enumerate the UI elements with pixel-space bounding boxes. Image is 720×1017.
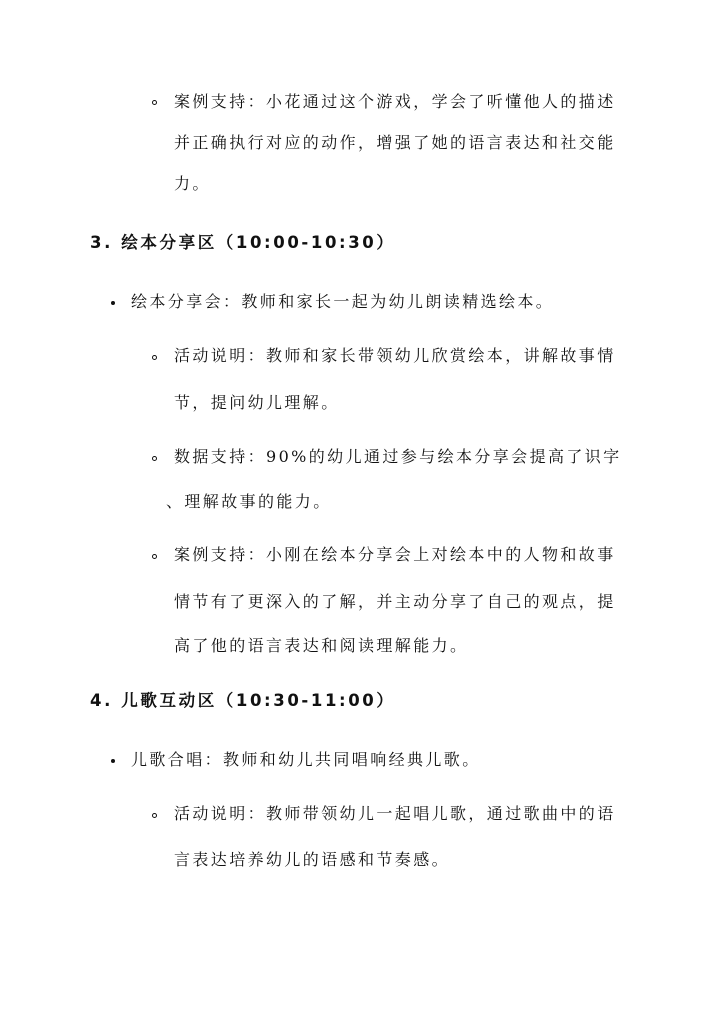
case-support-line-3: 力。 [174, 174, 211, 193]
case-support-3-line-3: 高了他的语言表达和阅读理解能力。 [174, 636, 469, 655]
section-4-heading: 4. 儿歌互动区（10:30-11:00） [90, 691, 396, 710]
activity-description-line-2: 节，提问幼儿理解。 [174, 393, 340, 412]
sub-bullet-icon [152, 813, 157, 818]
bullet-icon [111, 301, 115, 305]
sub-bullet-icon [152, 554, 157, 559]
bullet-icon [111, 759, 115, 763]
activity-description-line-1: 活动说明：教师和家长带领幼儿欣赏绘本，讲解故事情 [174, 346, 616, 365]
section-4-bullet-text: 儿歌合唱：教师和幼儿共同唱响经典儿歌。 [131, 750, 481, 769]
section-4-activity-line-1: 活动说明：教师带领幼儿一起唱儿歌，通过歌曲中的语 [174, 804, 616, 823]
data-support-line-2: 、理解故事的能力。 [166, 492, 332, 511]
sub-bullet-icon [152, 456, 157, 461]
case-support-line-1: 案例支持：小花通过这个游戏，学会了听懂他人的描述 [174, 92, 616, 111]
section-3-bullet-text: 绘本分享会：教师和家长一起为幼儿朗读精选绘本。 [131, 292, 555, 311]
sub-bullet-icon [152, 100, 157, 105]
case-support-line-2: 并正确执行对应的动作，增强了她的语言表达和社交能 [174, 133, 616, 152]
sub-bullet-icon [152, 355, 157, 360]
section-4-activity-line-2: 言表达培养幼儿的语感和节奏感。 [174, 850, 451, 869]
data-support-line-1: 数据支持：90%的幼儿通过参与绘本分享会提高了识字 [174, 447, 622, 466]
case-support-3-line-1: 案例支持：小刚在绘本分享会上对绘本中的人物和故事 [174, 545, 616, 564]
case-support-3-line-2: 情节有了更深入的了解，并主动分享了自己的观点，提 [174, 592, 616, 611]
section-3-heading: 3. 绘本分享区（10:00-10:30） [90, 233, 396, 252]
